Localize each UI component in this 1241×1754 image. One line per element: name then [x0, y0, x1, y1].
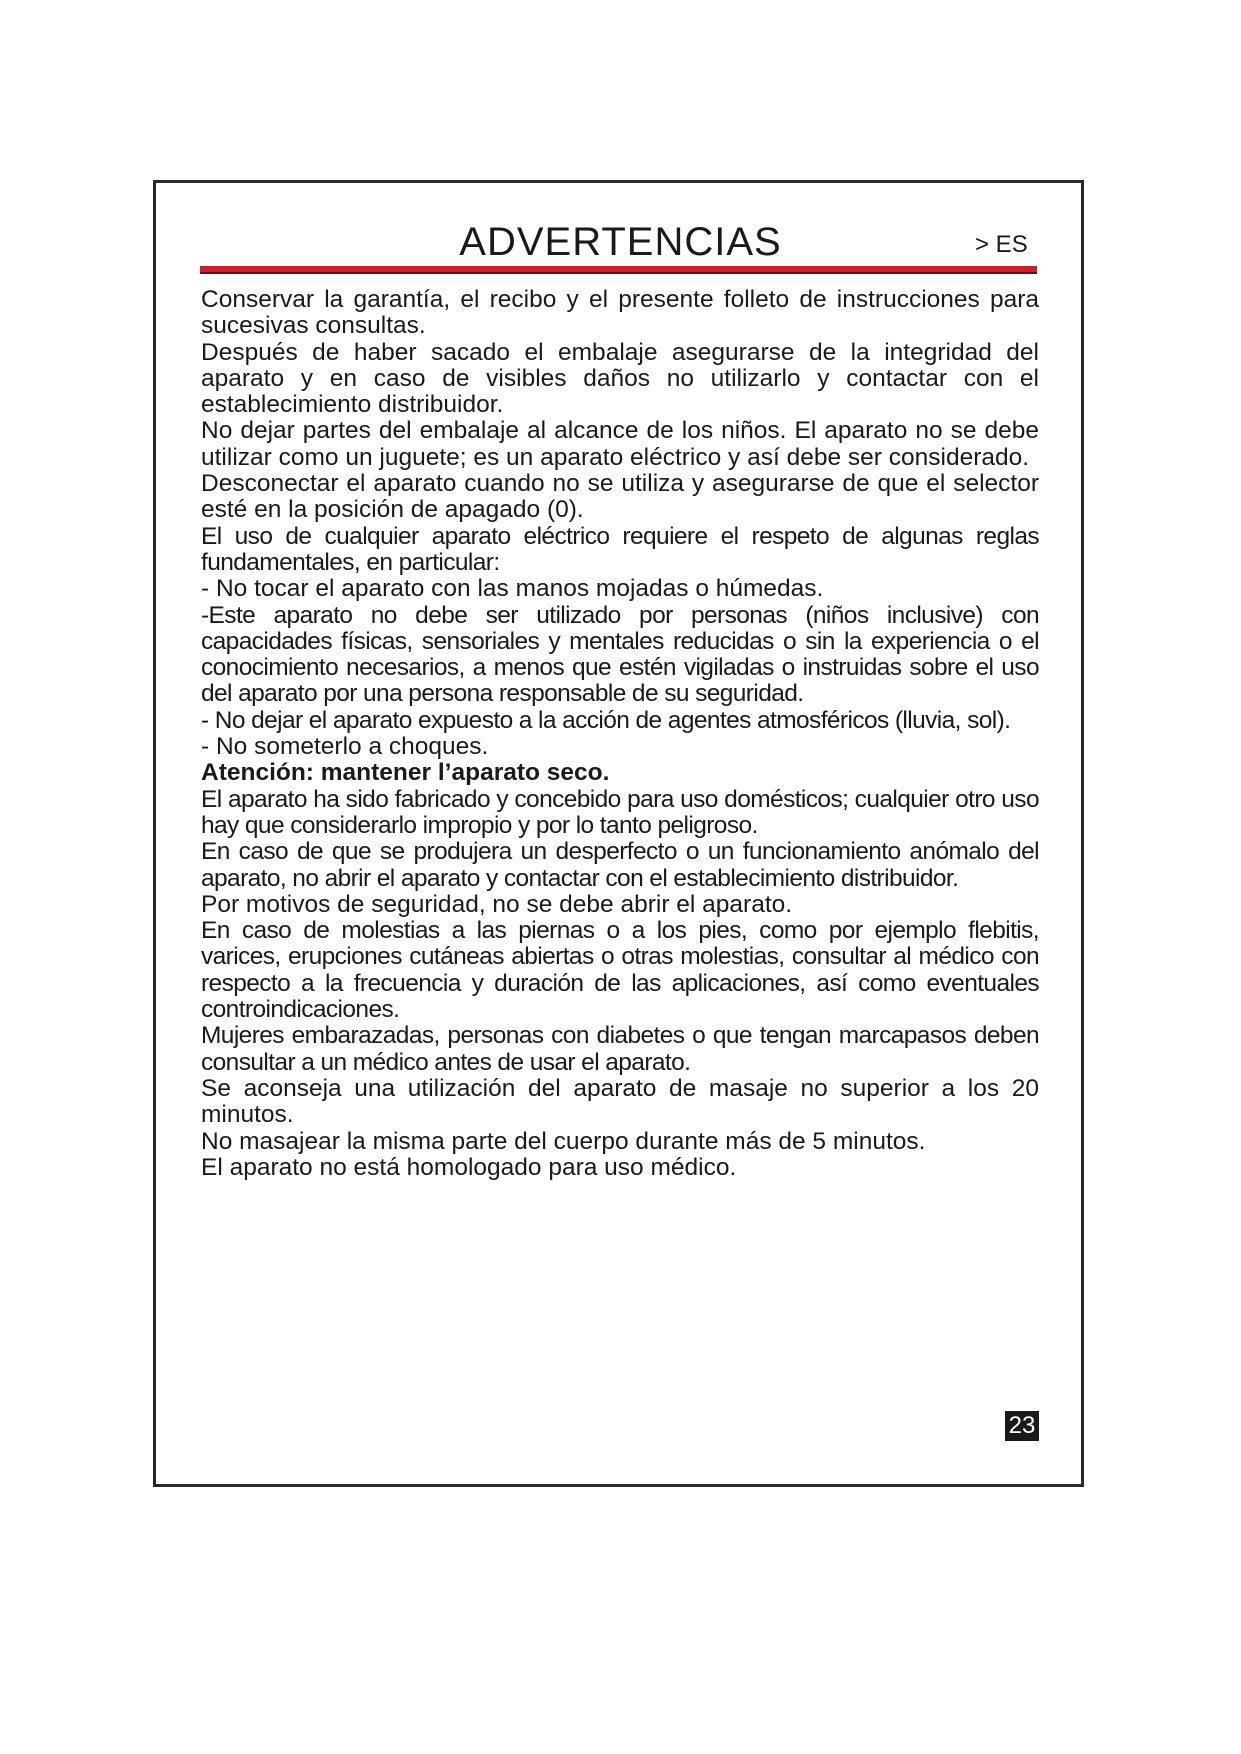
paragraph-consult-doctor: Mujeres embarazadas, personas con diabetes o que tengan marcapasos deben consultar a un médico antes de usar el aparato.: [201, 1022, 1039, 1076]
paragraph-disconnect: Desconectar el aparato cuando no se utiliza y asegurarse de que el selector esté en la posición de apagado (0).: [201, 470, 1039, 524]
paragraph-do-not-open: Por motivos de seguridad, no se debe abrir el aparato.: [201, 890, 793, 918]
paragraph-not-medical: El aparato no está homologado para uso médico.: [201, 1153, 737, 1181]
title-rule: [200, 266, 1037, 274]
paragraph-reduced-capacities: -Este aparato no debe ser utilizado por personas (niños inclusive) con capacidades físicas, sensoriales y mentales reducidas o sin la experiencia o el conocimiento necesarios, a menos que estén vigiladas o instruidas sobre el uso del aparato por una persona responsable de su seguridad.: [201, 601, 1039, 708]
paragraph-malfunction: En caso de que se produjera un desperfecto o un funcionamiento anómalo del aparato, no abrir el aparato y contactar con el establecimiento distribuidor.: [201, 838, 1039, 892]
paragraph-keep-dry: Atención: mantener l’aparato seco.: [201, 759, 610, 787]
paragraph-keep-warranty: Conservar la garantía, el recibo y el presente folleto de instrucciones para sucesivas consultas.: [201, 286, 1039, 340]
paragraph-leg-discomfort: En caso de molestias a las piernas o a los pies, como por ejemplo flebitis, varices, erupciones cutáneas abiertas o otras molestias, consultar al médico con respecto a la frecuencia y duración de las aplicaciones, así como eventuales controindicaciones.: [201, 917, 1039, 1024]
paragraph-usage-time: Se aconseja una utilización del aparato de masaje no superior a los 20 minutos.: [201, 1074, 1039, 1129]
language-label: > ES: [975, 231, 1028, 258]
paragraph-check-integrity: Después de haber sacado el embalaje asegurarse de la integridad del aparato y en caso de visibles daños no utilizarlo y contactar con el establecimiento distribuidor.: [201, 338, 1039, 419]
paragraph-domestic-use: El aparato ha sido fabricado y concebido para uso domésticos; cualquier otro uso hay que considerarlo impropio y por lo tanto peligroso.: [201, 785, 1039, 839]
paragraph-packaging-children: No dejar partes del embalaje al alcance de los niños. El aparato no se debe utilizar como un juguete; es un aparato eléctrico y así debe ser considerado.: [201, 417, 1039, 471]
page-title: ADVERTENCIAS: [459, 220, 782, 264]
paragraph-shocks: - No someterlo a choques.: [201, 733, 489, 761]
paragraph-atmospheric-agents: - No dejar el aparato expuesto a la acción de agentes atmosféricos (lluvia, sol).: [201, 706, 1011, 734]
warnings-text: [201, 287, 1039, 1181]
paragraph-electrical-rules: El uso de cualquier aparato eléctrico requiere el respeto de algunas reglas fundamentales, en particular:: [201, 522, 1039, 576]
page-number: 23: [1005, 1411, 1039, 1441]
paragraph-same-body-part: No masajear la misma parte del cuerpo durante más de 5 minutos.: [201, 1127, 926, 1155]
paragraph-wet-hands: - No tocar el aparato con las manos mojadas o húmedas.: [201, 575, 824, 603]
